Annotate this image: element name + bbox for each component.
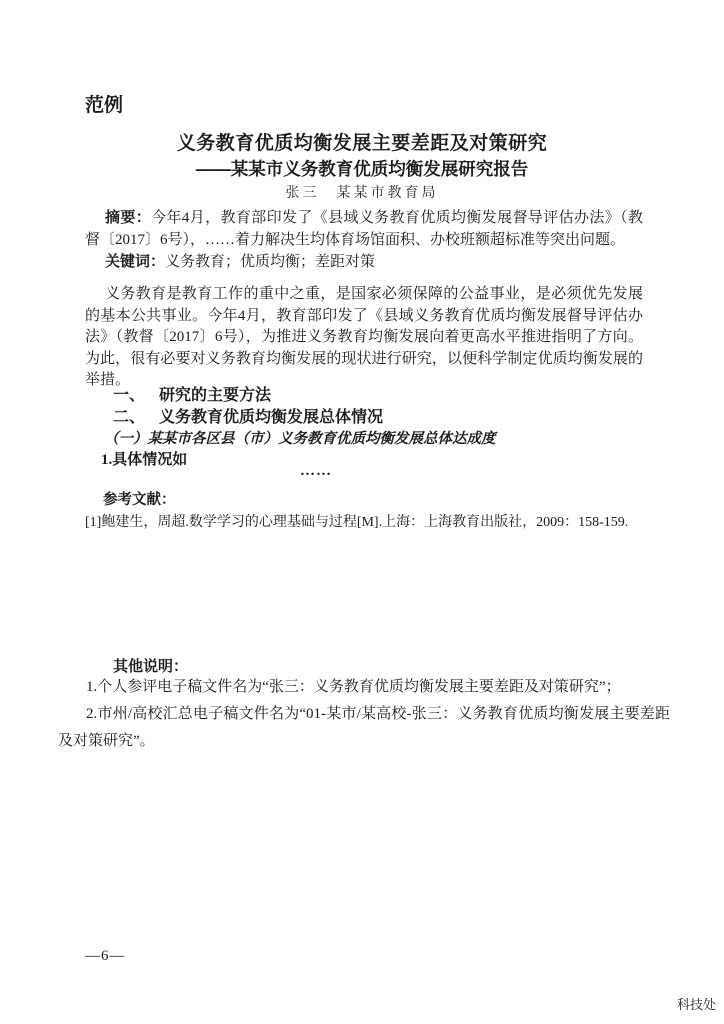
author-line: 张三 某某市教育局 [285, 186, 439, 201]
abstract-label: 摘要： [105, 209, 152, 226]
corner-label: 范例 [85, 95, 124, 116]
note-item: 1.个人参评电子稿文件名为“张三：义务教育优质均衡发展主要差距及对策研究”； [86, 679, 621, 695]
page-number: —6— [85, 948, 126, 964]
keywords-paragraph [85, 251, 643, 273]
references-label: 参考文献： [103, 492, 176, 508]
intro-paragraph: 义务教育是教育工作的重中之重，是国家必须保障的公益事业，是必须优先发展的基本公共事业。今年4月，教育部印发了《县域义务教育优质均衡发展督导评估办法》（教督〔2017〕6号），为推进义务教育均衡发展向着更高水平推进指明了方向。为此，很有必要对义务教育均衡发展的现状进行研究，以便科学制定优质均衡发展的举措。 [85, 286, 643, 388]
section-number-2: 二、 [113, 409, 146, 426]
notes-label: 其他说明： [113, 658, 189, 675]
numbered-item: 1.具体情况如 [101, 452, 188, 468]
section-title-2: 义务教育优质均衡发展总体情况 [159, 409, 384, 426]
reference-item: [1]鲍建生，周超.数学学习的心理基础与过程[M].上海：上海教育出版社，2009：158-159. [85, 515, 629, 530]
section-heading-1 [113, 382, 271, 405]
section-title-1: 研究的主要方法 [159, 387, 272, 404]
subsection-heading: （一）某某市各区县（市）义务教育优质均衡发展总体达成度 [104, 431, 496, 447]
keywords-text: 义务教育；优质均衡；差距对策 [165, 254, 376, 270]
section-heading-2 [113, 404, 383, 427]
document-subtitle: ——某某市义务教育优质均衡发展研究报告 [195, 159, 529, 179]
ellipsis-placeholder: …… [300, 463, 332, 479]
keywords-label: 关键词： [105, 253, 166, 270]
abstract-paragraph [85, 207, 643, 251]
document-title: 义务教育优质均衡发展主要差距及对策研究 [176, 133, 548, 154]
abstract-block [85, 207, 643, 273]
abstract-text: 今年4月，教育部印发了《县域义务教育优质均衡发展督导评估办法》（教督〔2017〕6号），……着力解决生均体育场馆面积、办校班额超标准等突出问题。 [85, 210, 643, 248]
footer-department-label: 科技处 [676, 997, 716, 1012]
note-item: 2.市州/高校汇总电子稿文件名为“01-某市/某高校-张三：义务教育优质均衡发展主要差距及对策研究”。 [58, 706, 670, 749]
section-number-1: 一、 [113, 387, 146, 404]
notes-block [58, 674, 670, 755]
